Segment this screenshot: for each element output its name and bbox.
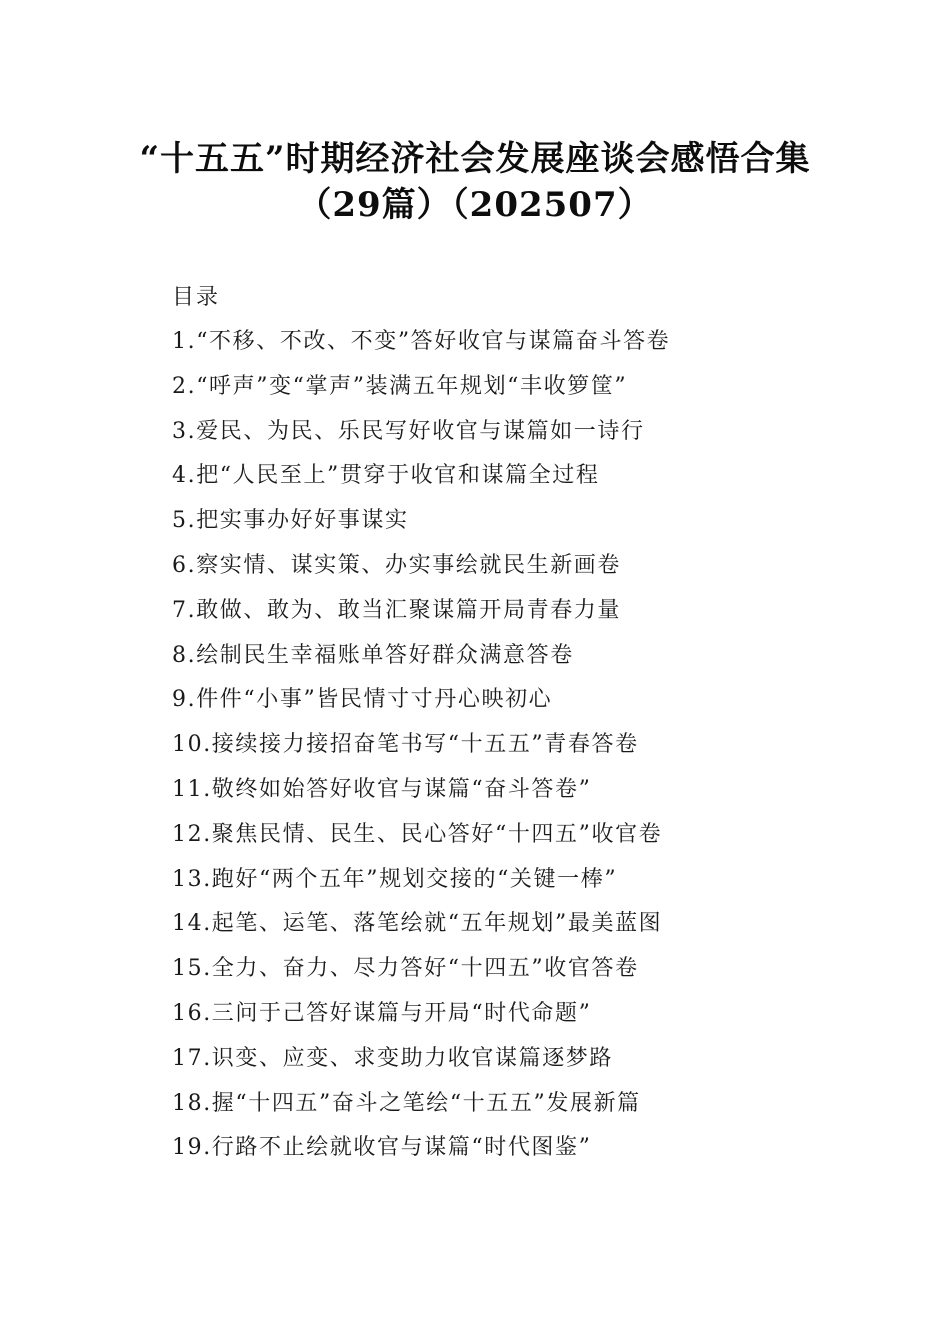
toc-item: 1.“不移、不改、不变”答好收官与谋篇奋斗答卷	[172, 329, 671, 354]
title-line-1: “十五五”时期经济社会发展座谈会感悟合集	[139, 139, 811, 179]
toc-item: 11.敬终如始答好收官与谋篇“奋斗答卷”	[172, 776, 592, 802]
toc-item: 2.“呼声”变“掌声”装满五年规划“丰收箩筐”	[172, 373, 628, 399]
document-title	[0, 136, 950, 228]
toc-item: 9.件件“小事”皆民情寸寸丹心映初心	[172, 687, 553, 713]
toc-list	[172, 320, 892, 1171]
toc-item: 15.全力、奋力、尽力答好“十四五”收官答卷	[172, 956, 639, 982]
toc-item: 5.把实事办好好事谋实	[172, 508, 409, 534]
toc-item: 8.绘制民生幸福账单答好群众满意答卷	[172, 642, 574, 668]
toc-heading: 目录	[172, 285, 221, 310]
toc-item: 3.爱民、为民、乐民写好收官与谋篇如一诗行	[172, 418, 645, 444]
toc-item: 10.接续接力接招奋笔书写“十五五”青春答卷	[172, 732, 639, 758]
toc-item: 13.跑好“两个五年”规划交接的“关键一棒”	[172, 866, 618, 892]
toc-item: 12.聚焦民情、民生、民心答好“十四五”收官卷	[172, 821, 663, 847]
toc-item: 14.起笔、运笔、落笔绘就“五年规划”最美蓝图	[172, 911, 663, 937]
toc-item: 7.敢做、敢为、敢当汇聚谋篇开局青春力量	[172, 597, 621, 623]
table-of-contents	[172, 276, 892, 1171]
toc-item: 4.把“人民至上”贯穿于收官和谋篇全过程	[172, 463, 600, 489]
toc-item: 6.察实情、谋实策、办实事绘就民生新画卷	[172, 552, 621, 578]
toc-item: 16.三问于己答好谋篇与开局“时代命题”	[172, 1000, 592, 1026]
toc-item: 18.握“十四五”奋斗之笔绘“十五五”发展新篇	[172, 1090, 641, 1116]
toc-item: 19.行路不止绘就收官与谋篇“时代图鉴”	[172, 1135, 592, 1161]
toc-item: 17.识变、应变、求变助力收官谋篇逐梦路	[172, 1045, 613, 1071]
title-line-2: （29篇）（202507）	[297, 185, 653, 225]
